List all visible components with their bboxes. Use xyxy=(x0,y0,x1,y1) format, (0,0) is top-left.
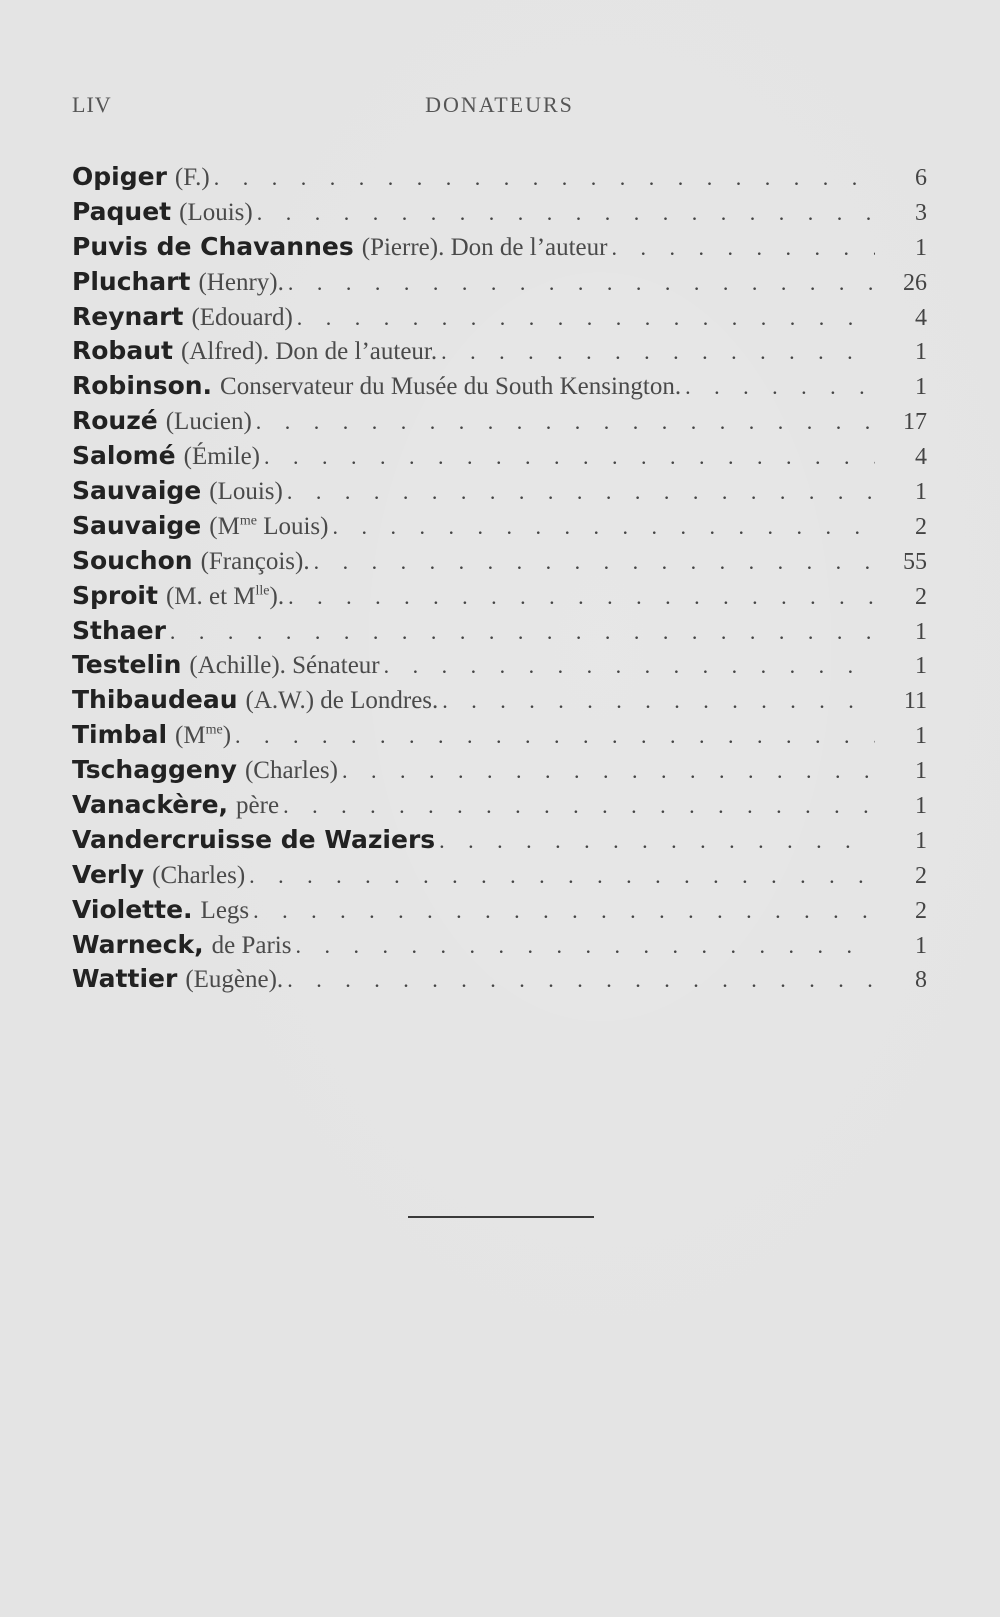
donor-detail: (Achille). Sénateur xyxy=(189,652,380,680)
dot-leader xyxy=(235,723,875,749)
donor-detail-text: (M xyxy=(175,722,206,750)
donor-detail-superscript: me xyxy=(239,513,257,529)
donor-name: Violette. xyxy=(72,894,193,924)
donor-name: Paquet xyxy=(72,196,172,226)
donor-detail: (Pierre). Don de l’auteur xyxy=(361,233,608,261)
donor-name: Pluchart xyxy=(72,266,191,296)
dot-leader xyxy=(295,933,875,959)
donor-entry xyxy=(72,790,927,825)
donor-entry xyxy=(72,895,927,930)
donation-count: 2 xyxy=(915,862,927,889)
donation-count: 1 xyxy=(915,827,927,854)
donor-entry xyxy=(72,302,927,337)
donation-count: 4 xyxy=(915,444,927,471)
donation-count: 1 xyxy=(915,479,927,506)
donation-count: 1 xyxy=(915,234,927,261)
donation-count: 1 xyxy=(915,618,927,645)
dot-leader xyxy=(257,200,875,226)
donor-detail: (Edouard) xyxy=(191,303,293,331)
donor-entry xyxy=(72,860,927,895)
dot-leader xyxy=(332,514,875,540)
donor-detail: (Louis) xyxy=(209,478,283,506)
donor-entry xyxy=(72,232,927,267)
donor-name: Timbal xyxy=(72,720,168,750)
donor-name: Thibaudeau xyxy=(72,685,238,715)
donor-entry xyxy=(72,720,927,755)
donor-name: Rouzé xyxy=(72,406,158,436)
donation-count: 26 xyxy=(903,269,927,296)
donor-entry xyxy=(72,930,927,965)
dot-leader xyxy=(611,235,875,261)
donor-entry xyxy=(72,581,927,616)
donation-count: 17 xyxy=(903,409,927,436)
donor-entry xyxy=(72,162,927,197)
closing-rule xyxy=(408,1216,594,1218)
donor-entry xyxy=(72,406,927,441)
donor-detail-text: (M xyxy=(209,512,240,540)
donation-count: 1 xyxy=(915,374,927,401)
donor-entry xyxy=(72,616,927,651)
donor-detail: (Henry). xyxy=(198,268,284,296)
donation-count: 1 xyxy=(915,932,927,959)
donor-detail: (F.) xyxy=(174,164,210,191)
donor-name: Puvis de Chavannes xyxy=(72,231,354,261)
donor-entry xyxy=(72,755,927,790)
dot-leader xyxy=(287,967,875,993)
donor-name: Opiger xyxy=(72,162,167,191)
donor-name: Verly xyxy=(72,859,145,889)
donor-detail xyxy=(175,722,231,750)
donation-count: 1 xyxy=(915,758,927,785)
donation-count: 11 xyxy=(903,688,927,715)
donor-name: Reynart xyxy=(72,301,184,331)
dot-leader xyxy=(288,584,875,610)
donor-detail: (François). xyxy=(200,547,310,575)
donation-count: 1 xyxy=(915,653,927,680)
page-number: LIV xyxy=(72,92,112,117)
donor-entry xyxy=(72,441,927,476)
dot-leader xyxy=(314,549,875,575)
donor-entry xyxy=(72,267,927,302)
dot-leader xyxy=(342,758,875,784)
donor-name: Wattier xyxy=(72,964,178,994)
running-title: DONATEURS xyxy=(425,92,574,117)
dot-leader xyxy=(170,619,875,645)
donation-count: 2 xyxy=(915,513,927,540)
dot-leader xyxy=(685,374,875,400)
donor-name: Salomé xyxy=(72,441,176,471)
donor-name: Tschaggeny xyxy=(72,755,237,785)
donation-count: 6 xyxy=(915,165,927,191)
donor-entry xyxy=(72,650,927,685)
donor-detail: (Louis) xyxy=(179,198,253,226)
donor-entry xyxy=(72,197,927,232)
donor-entry xyxy=(72,825,927,860)
dot-leader xyxy=(214,165,875,191)
donor-detail xyxy=(166,583,284,611)
donation-count: 1 xyxy=(915,723,927,750)
dot-leader xyxy=(439,828,875,854)
donor-detail: de Paris xyxy=(211,931,292,959)
dot-leader xyxy=(288,270,875,296)
donor-detail: (Lucien) xyxy=(165,408,252,436)
donor-detail-text: ). xyxy=(269,582,285,610)
donor-name: Robinson. xyxy=(72,371,213,401)
dot-leader xyxy=(441,339,875,365)
donation-count: 3 xyxy=(915,199,927,226)
page-header xyxy=(72,86,927,122)
donor-detail: (Alfred). Don de l’auteur. xyxy=(180,338,438,366)
donor-list xyxy=(72,162,927,999)
donation-count: 2 xyxy=(915,897,927,924)
donor-entry xyxy=(72,685,927,720)
dot-leader xyxy=(249,863,875,889)
donor-name: Vandercruisse de Waziers xyxy=(72,824,436,854)
donor-detail: (Charles) xyxy=(244,757,338,785)
donation-count: 1 xyxy=(915,339,927,366)
dot-leader xyxy=(264,444,875,470)
donor-entry xyxy=(72,546,927,581)
donor-detail-text: (M. et M xyxy=(165,582,256,610)
donor-detail-superscript: me xyxy=(205,722,223,738)
donor-entry xyxy=(72,476,927,511)
donor-detail-text: ) xyxy=(222,722,232,750)
donor-name: Vanackère, xyxy=(72,790,229,820)
donor-entry xyxy=(72,964,927,999)
donor-detail: (Eugène). xyxy=(185,966,284,994)
donation-count: 2 xyxy=(915,583,927,610)
donor-detail-text: Louis) xyxy=(256,512,329,540)
donor-name: Warneck, xyxy=(72,929,204,959)
donation-count: 4 xyxy=(915,304,927,331)
dot-leader xyxy=(287,479,875,505)
donor-detail: (Charles) xyxy=(152,861,246,889)
dot-leader xyxy=(442,688,875,714)
donor-detail: Conservateur du Musée du South Kensington. xyxy=(220,373,682,401)
donor-detail-superscript: lle xyxy=(255,583,270,599)
donor-entry xyxy=(72,511,927,546)
dot-leader xyxy=(253,898,875,924)
dot-leader xyxy=(297,305,875,331)
donor-name: Robaut xyxy=(72,336,173,366)
donor-detail: père xyxy=(236,792,280,820)
donation-count: 55 xyxy=(903,548,927,575)
dot-leader xyxy=(384,653,875,679)
donor-name: Testelin xyxy=(72,650,182,680)
donor-detail: (A.W.) de Londres. xyxy=(245,687,439,715)
dot-leader xyxy=(283,793,875,819)
donation-count: 8 xyxy=(915,967,927,994)
donor-detail: (Émile) xyxy=(183,443,260,471)
donor-entry xyxy=(72,371,927,406)
donation-count: 1 xyxy=(915,793,927,820)
donor-name: Sthaer xyxy=(72,615,166,645)
donor-name: Sauvaige xyxy=(72,510,202,540)
dot-leader xyxy=(256,409,875,435)
donor-entry xyxy=(72,336,927,371)
donor-name: Sauvaige xyxy=(72,476,202,506)
donor-detail: Legs xyxy=(200,896,250,924)
donor-name: Sproit xyxy=(72,580,158,610)
donor-detail xyxy=(209,513,328,541)
donor-name: Souchon xyxy=(72,545,193,575)
